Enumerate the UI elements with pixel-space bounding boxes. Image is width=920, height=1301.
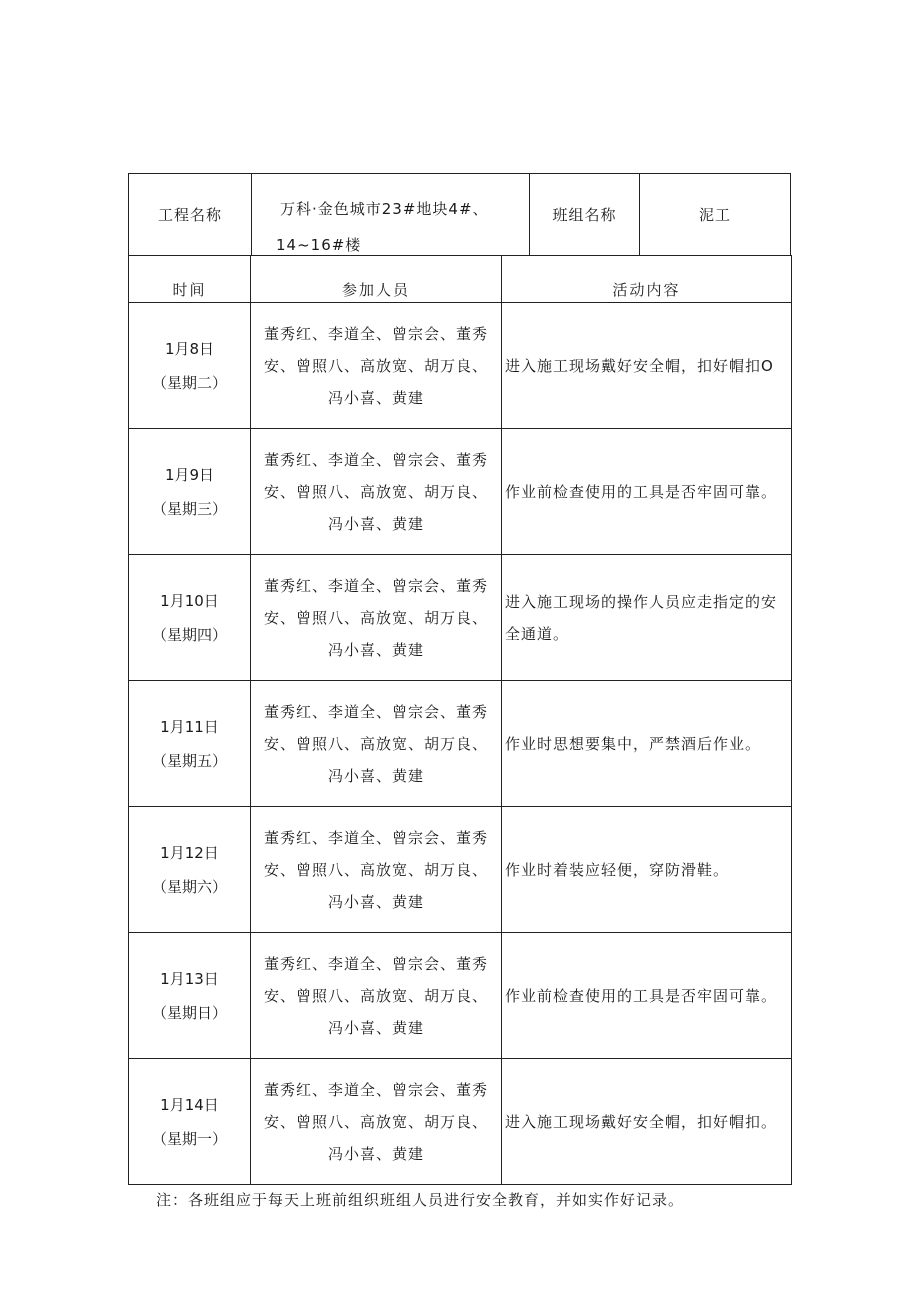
date-cell xyxy=(129,555,251,681)
participants-cell xyxy=(251,1059,502,1185)
people-column-header: 参加人员 xyxy=(251,256,502,303)
column-header-row xyxy=(129,256,792,303)
activity-cell: 作业时着装应轻便，穿防滑鞋。 xyxy=(502,807,792,933)
weekday-text: （星期六） xyxy=(151,877,227,896)
date-text: 1月9日 xyxy=(164,465,215,484)
date-text: 1月13日 xyxy=(160,969,219,988)
table-row xyxy=(129,555,792,681)
participants-cell xyxy=(251,681,502,807)
date-cell xyxy=(129,807,251,933)
participants-line: 冯小喜、黄建 xyxy=(327,766,424,785)
project-name-line2: 14~16#楼 xyxy=(276,236,362,254)
date-text: 1月11日 xyxy=(160,717,219,736)
activity-table xyxy=(128,255,792,1185)
participants-line: 董秀红、李道全、曾宗会、董秀 xyxy=(263,576,488,595)
project-name-line1: 万科·金色城市23#地块4#、 xyxy=(280,200,489,218)
activity-cell: 进入施工现场戴好安全帽，扣好帽扣O xyxy=(502,303,792,429)
participants-line: 冯小喜、黄建 xyxy=(327,1018,424,1037)
team-name-label: 班组名称 xyxy=(529,174,639,255)
table-row xyxy=(129,429,792,555)
activity-column-header: 活动内容 xyxy=(502,256,792,303)
date-text: 1月10日 xyxy=(160,591,219,610)
participants-line: 董秀红、李道全、曾宗会、董秀 xyxy=(263,450,488,469)
participants-line: 冯小喜、黄建 xyxy=(327,1144,424,1163)
participants-line: 冯小喜、黄建 xyxy=(327,388,424,407)
time-column-header: 时间 xyxy=(129,256,251,303)
participants-line: 董秀红、李道全、曾宗会、董秀 xyxy=(263,1080,488,1099)
date-text: 1月12日 xyxy=(160,843,219,862)
participants-cell xyxy=(251,807,502,933)
date-cell xyxy=(129,933,251,1059)
participants-line: 冯小喜、黄建 xyxy=(327,514,424,533)
table-row xyxy=(129,681,792,807)
date-text: 1月14日 xyxy=(160,1095,219,1114)
weekday-text: （星期三） xyxy=(151,499,227,518)
weekday-text: （星期五） xyxy=(151,751,227,770)
table-row xyxy=(129,807,792,933)
activity-cell: 进入施工现场的操作人员应走指定的安全通道。 xyxy=(502,555,792,681)
activity-cell: 作业时思想要集中，严禁酒后作业。 xyxy=(502,681,792,807)
participants-line: 安、曾照八、高放宽、胡万良、 xyxy=(263,734,488,753)
participants-line: 董秀红、李道全、曾宗会、董秀 xyxy=(263,702,488,721)
weekday-text: （星期二） xyxy=(151,373,227,392)
activity-cell: 作业前检查使用的工具是否牢固可靠。 xyxy=(502,933,792,1059)
weekday-text: （星期一） xyxy=(151,1129,227,1148)
activity-cell: 作业前检查使用的工具是否牢固可靠。 xyxy=(502,429,792,555)
participants-line: 安、曾照八、高放宽、胡万良、 xyxy=(263,608,488,627)
participants-cell xyxy=(251,303,502,429)
project-name-label: 工程名称 xyxy=(157,206,222,224)
safety-activity-record-form xyxy=(128,173,791,1185)
participants-line: 董秀红、李道全、曾宗会、董秀 xyxy=(263,954,488,973)
form-header-row xyxy=(128,173,791,255)
participants-line: 董秀红、李道全、曾宗会、董秀 xyxy=(263,828,488,847)
table-row xyxy=(129,303,792,429)
date-text: 1月8日 xyxy=(164,339,215,358)
weekday-text: （星期四） xyxy=(151,625,227,644)
participants-line: 安、曾照八、高放宽、胡万良、 xyxy=(263,986,488,1005)
activity-cell: 进入施工现场戴好安全帽，扣好帽扣。 xyxy=(502,1059,792,1185)
participants-line: 冯小喜、黄建 xyxy=(327,640,424,659)
participants-line: 安、曾照八、高放宽、胡万良、 xyxy=(263,860,488,879)
date-cell xyxy=(129,1059,251,1185)
participants-line: 董秀红、李道全、曾宗会、董秀 xyxy=(263,324,488,343)
weekday-text: （星期日） xyxy=(151,1003,227,1022)
participants-line: 冯小喜、黄建 xyxy=(327,892,424,911)
date-cell xyxy=(129,681,251,807)
project-name-value xyxy=(251,174,529,255)
date-cell xyxy=(129,429,251,555)
table-row xyxy=(129,933,792,1059)
participants-line: 安、曾照八、高放宽、胡万良、 xyxy=(263,356,488,375)
footnote: 注：各班组应于每天上班前组织班组人员进行安全教育，并如实作好记录。 xyxy=(156,1191,685,1209)
participants-line: 安、曾照八、高放宽、胡万良、 xyxy=(263,1112,488,1131)
table-row xyxy=(129,1059,792,1185)
participants-line: 安、曾照八、高放宽、胡万良、 xyxy=(263,482,488,501)
team-name-value: 泥工 xyxy=(639,174,790,255)
participants-cell xyxy=(251,933,502,1059)
participants-cell xyxy=(251,429,502,555)
participants-cell xyxy=(251,555,502,681)
date-cell xyxy=(129,303,251,429)
